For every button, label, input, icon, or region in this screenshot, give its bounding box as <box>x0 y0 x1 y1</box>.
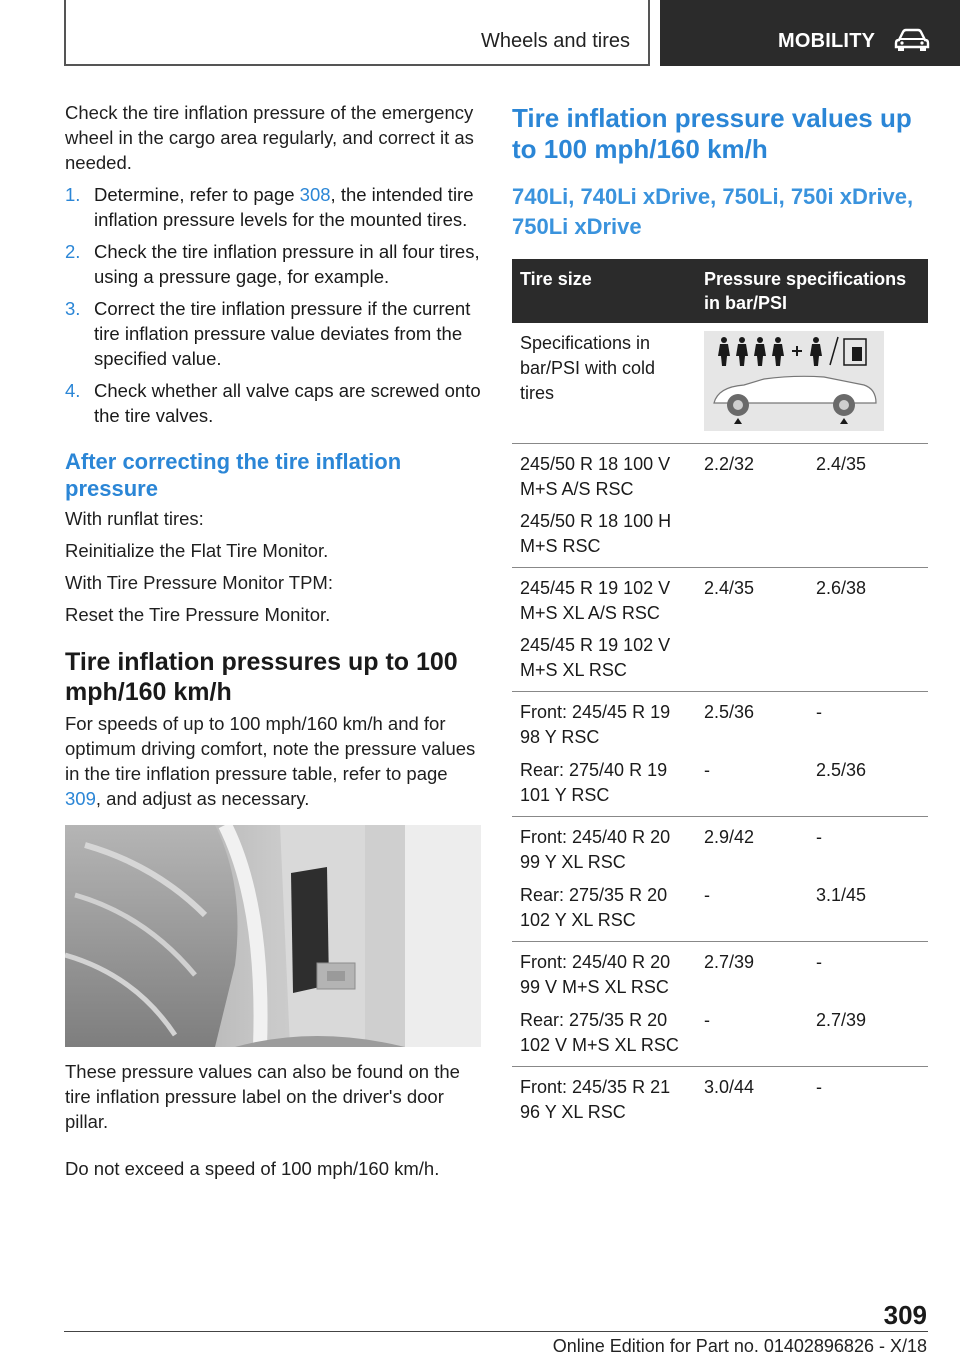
after-correcting-heading: After correcting the tire inflation pressure <box>65 449 402 501</box>
tire-size: Rear: 275/35 R 20 102 Y XL RSC <box>520 885 668 930</box>
col-pressure-specs: Pressure specifications in bar/PSI <box>704 269 907 313</box>
step-text <box>94 378 481 428</box>
step-text-part: Check the tire inflation pressure in all four tires, using a pressure gage, for example. <box>94 241 480 287</box>
table-row <box>512 576 928 683</box>
step-text <box>94 239 481 289</box>
load-pictogram <box>704 331 884 431</box>
footer-divider <box>64 1331 928 1332</box>
step-number: 2. <box>65 241 81 262</box>
spec-row <box>512 323 928 444</box>
after-para: Reinitialize the Flat Tire Monitor. <box>65 540 329 561</box>
pressure-normal: 2.5/36 <box>704 702 755 722</box>
tire-size: Front: 245/35 R 21 96 Y XL RSC <box>520 1077 671 1122</box>
speed-paragraph <box>65 711 481 811</box>
pressure-loaded: 2.6/38 <box>816 578 867 598</box>
pressure-loaded: 3.1/45 <box>816 885 867 905</box>
step-text <box>94 296 481 371</box>
page-link-308[interactable]: 308 <box>299 184 331 205</box>
left-column <box>65 100 481 1181</box>
table-group <box>512 568 928 692</box>
pressure-loaded: 2.7/39 <box>816 1010 867 1030</box>
step-text <box>94 182 481 232</box>
pressure-normal: 2.7/39 <box>704 952 755 972</box>
tire-size: 245/45 R 19 102 V M+S XL RSC <box>520 635 671 680</box>
tire-size: Front: 245/45 R 19 98 Y RSC <box>520 702 671 747</box>
table-group <box>512 692 928 817</box>
tire-size: 245/50 R 18 100 H M+S RSC <box>520 511 672 556</box>
step-item <box>65 182 481 232</box>
pressure-normal: - <box>704 760 710 780</box>
table-row <box>512 1075 928 1125</box>
speed-text: For speeds of up to 100 mph/160 km/h and for optimum driving comfort, note the pressure values in the tire inflation pressure table, refer to page <box>65 713 476 784</box>
pressure-values-heading: Tire inflation pressure values up to 100 mph/160 km/h <box>512 103 912 164</box>
step-number: 4. <box>65 380 81 401</box>
step-text-part: Check whether all valve caps are screwed onto the tire valves. <box>94 380 481 426</box>
pressure-loaded: - <box>816 702 822 722</box>
category-label: MOBILITY <box>778 30 876 52</box>
table-group <box>512 817 928 942</box>
after-para: With runflat tires: <box>65 508 204 529</box>
page-number: 309 <box>883 1300 927 1330</box>
spec-text: Specifications in bar/PSI with cold tires <box>520 333 656 403</box>
table-header <box>512 259 928 323</box>
step-number: 1. <box>65 184 81 205</box>
steps-list <box>65 182 481 428</box>
table-row <box>512 825 928 875</box>
intro-paragraph: Check the tire inflation pressure of the emergency wheel in the cargo area regularly, and correct it as needed. <box>65 102 474 173</box>
models-heading: 740Li, 740Li xDrive, 750Li, 750i xDrive, 750Li xDrive <box>512 184 914 239</box>
table-row <box>512 758 928 808</box>
table-group <box>512 942 928 1067</box>
tire-size-cell <box>512 1008 696 1058</box>
speed-limit-note: Do not exceed a speed of 100 mph/160 km/h. <box>65 1158 440 1179</box>
tire-size-cell <box>512 1075 696 1125</box>
pressure-normal: 2.4/35 <box>704 578 755 598</box>
tire-size: Rear: 275/35 R 20 102 V M+S XL RSC <box>520 1010 679 1055</box>
tire-size-cell <box>512 576 696 683</box>
tire-size-cell <box>512 452 696 559</box>
step-item <box>65 296 481 371</box>
pressure-loaded: - <box>816 827 822 847</box>
table-group <box>512 444 928 568</box>
tire-size: Front: 245/40 R 20 99 V M+S XL RSC <box>520 952 671 997</box>
tire-size: Front: 245/40 R 20 99 Y XL RSC <box>520 827 671 872</box>
header-section-box <box>64 0 650 66</box>
pressure-normal: - <box>704 1010 710 1030</box>
table-row <box>512 452 928 559</box>
tire-size: 245/45 R 19 102 V M+S XL A/S RSC <box>520 578 671 623</box>
pressure-normal: 2.2/32 <box>704 454 755 474</box>
pressure-loaded: 2.5/36 <box>816 760 867 780</box>
tire-size: Rear: 275/40 R 19 101 Y RSC <box>520 760 668 805</box>
speed-heading: Tire inflation pressures up to 100 mph/160 km/h <box>65 648 458 706</box>
step-text-part: , the intended tire inflation pressure levels for the mounted tires. <box>94 184 474 230</box>
speed-text-end: , and adjust as necessary. <box>95 788 310 809</box>
pressure-loaded: - <box>816 1077 822 1097</box>
pressure-normal: 3.0/44 <box>704 1077 755 1097</box>
footer-edition: Online Edition for Part no. 01402896826 - X/18 <box>552 1336 927 1356</box>
table-body <box>512 444 928 1133</box>
col-tire-size: Tire size <box>520 269 592 289</box>
section-title: Wheels and tires <box>481 30 630 52</box>
pressure-loaded: - <box>816 952 822 972</box>
step-item <box>65 378 481 428</box>
door-pillar-photo <box>65 825 481 1047</box>
photo-caption: These pressure values can also be found on the tire inflation pressure label on the driver's door pillar. <box>65 1061 460 1132</box>
right-column <box>512 103 928 1133</box>
step-item <box>65 239 481 289</box>
pressure-normal: 2.9/42 <box>704 827 755 847</box>
tire-size-cell <box>512 758 696 808</box>
step-text-part: Determine, refer to page <box>94 184 300 205</box>
tire-size-cell <box>512 950 696 1000</box>
car-icon <box>894 28 930 52</box>
after-para: With Tire Pressure Monitor TPM: <box>65 572 333 593</box>
tire-size-cell <box>512 883 696 933</box>
tire-size-cell <box>512 700 696 750</box>
step-text-part: Correct the tire inflation pressure if the current tire inflation pressure value deviates from the specified value. <box>94 298 471 369</box>
after-para: Reset the Tire Pressure Monitor. <box>65 604 331 625</box>
table-row <box>512 883 928 933</box>
table-row <box>512 1008 928 1058</box>
pressure-normal: - <box>704 885 710 905</box>
tire-size: 245/50 R 18 100 V M+S A/S RSC <box>520 454 671 499</box>
page-link-309[interactable]: 309 <box>65 788 96 809</box>
table-row <box>512 700 928 750</box>
table-group <box>512 1067 928 1133</box>
tire-size-cell <box>512 825 696 875</box>
pressure-loaded: 2.4/35 <box>816 454 867 474</box>
category-tab <box>660 0 960 66</box>
table-row <box>512 950 928 1000</box>
step-number: 3. <box>65 298 81 319</box>
